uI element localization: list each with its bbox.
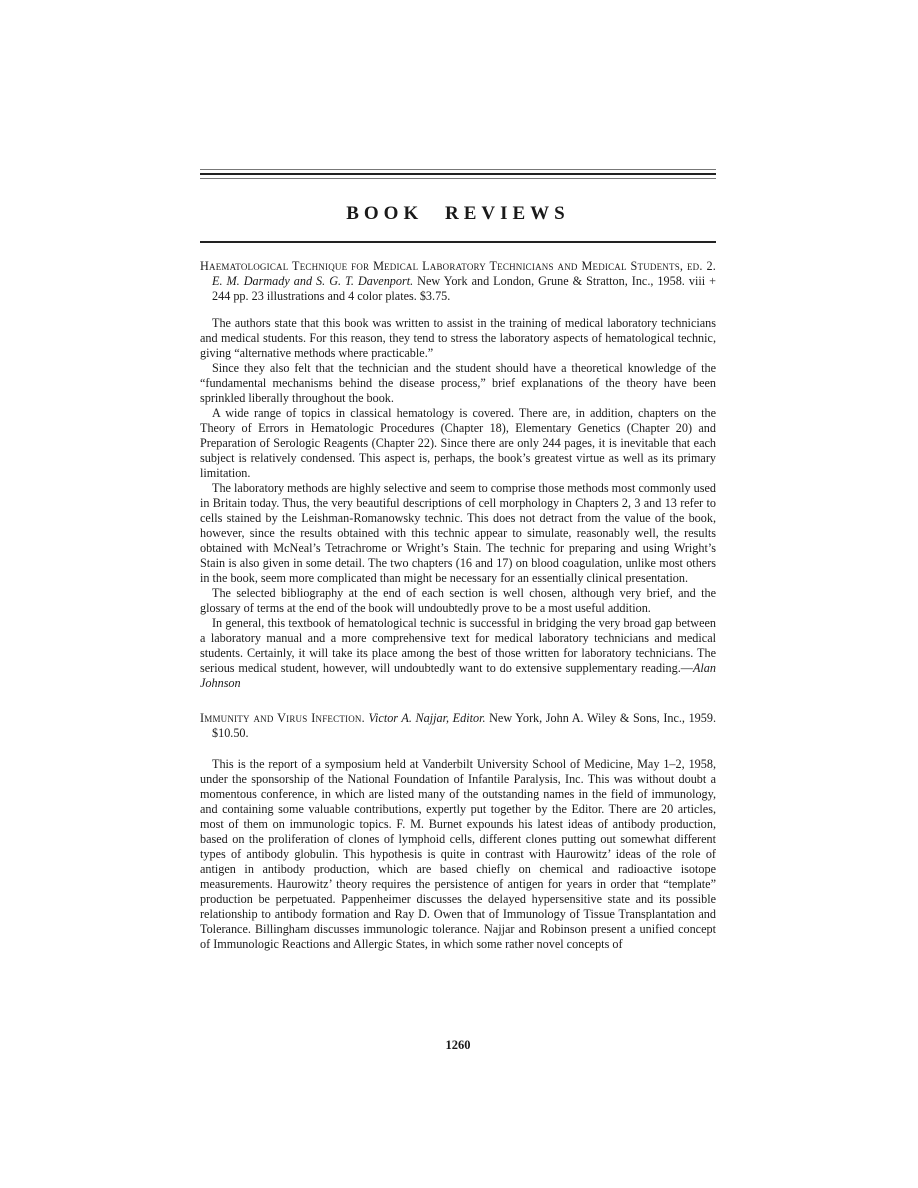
divider [200, 169, 716, 170]
review-citation [200, 259, 716, 304]
section-title: BOOK REVIEWS [346, 203, 570, 224]
review-body [200, 316, 716, 691]
review-citation [200, 711, 716, 741]
paragraph-text: In general, this textbook of hematological technic is successful in bridging the very broad gap between a laboratory manual and a more comprehensive text for medical laboratory technicians and medical students. Certainly, it will take its place among the best of those written for laboratory technicians. The serious medical student, however, will undoubtedly want to do extensive supplementary reading.— [200, 616, 716, 676]
review-paragraph: Since they also felt that the technician and the student should have a theoretical knowledge of the “fundamental mechanisms behind the disease process,” brief explanations of the theory have been sprinkled liberally throughout the book. [200, 361, 716, 406]
review-body [200, 757, 716, 952]
review-paragraph: The authors state that this book was written to assist in the training of medical laboratory technicians and medical students. For this reason, they tend to stress the laboratory aspects of hematological technic, giving “alternative methods where practicable.” [200, 316, 716, 361]
book-authors: E. M. Darmady and S. G. T. Davenport. [212, 274, 414, 288]
book-authors: Victor A. Najjar, Editor. [368, 711, 486, 726]
divider [200, 178, 716, 179]
review-paragraph: The selected bibliography at the end of each section is well chosen, although very brief, and the glossary of terms at the end of the book will undoubtedly prove to be a most useful addition. [200, 586, 716, 616]
book-publication: New York, John A. Wiley & Sons, Inc., 1959. $10.50. [212, 711, 717, 741]
book-title: Immunity and Virus Infection. [200, 711, 365, 726]
review-paragraph-final [200, 616, 716, 691]
page-number: 1260 [445, 1038, 471, 1052]
divider [200, 241, 716, 243]
header-rules [200, 169, 716, 179]
book-title: Haematological Technique for Medical Laboratory Technicians and Medical Students, ed. 2. [200, 259, 716, 273]
reviewer-signature: Alan Johnson [200, 661, 716, 691]
book-publication: New York and London, Grune & Stratton, Inc., 1958. viii + 244 pp. 23 illustrations and 4 color plates. $3.75. [212, 274, 716, 303]
journal-page [200, 165, 717, 1052]
review-2 [200, 711, 716, 952]
review-paragraph: A wide range of topics in classical hematology is covered. There are, in addition, chapters on the Theory of Errors in Hematologic Procedures (Chapter 18), Elementary Genetics (Chapter 20) and Preparation of Serologic Reagents (Chapter 22). Since there are only 244 pages, it is inevitable that each subject is relatively condensed. This aspect is, perhaps, the book’s greatest virtue as well as its primary limitation. [200, 406, 716, 481]
review-paragraph: This is the report of a symposium held at Vanderbilt University School of Medicine, May 1–2, 1958, under the sponsorship of the National Foundation of Infantile Paralysis, Inc. This was without doubt a momentous conference, in which are listed many of the outstanding names in the field of immunology, and containing some valuable contributions, expertly put together by the Editor. There are 20 articles, most of them on immunologic topics. F. M. Burnet expounds his latest ideas of antibody production, based on the proliferation of clones of lymphoid cells, different clones putting out somewhat different types of antibody globulin. This hypothesis is quite in contrast with Haurowitz’ ideas of the role of antigen in antibody production, which are based chiefly on chemical and radioactive isotope measurements. Haurowitz’ theory requires the persistence of antigen for years in order that “template” production be perpetuated. Pappenheimer discusses the delayed hypersensitive state and its possible relationship to antibody formation and Ray D. Owen that of Immunology of Tissue Transplantation and Tolerance. Billingham discusses immunologic tolerance. Najjar and Robinson present a unified concept of Immunologic Reactions and Allergic States, in which some rather novel concepts of [200, 757, 716, 952]
divider [200, 173, 716, 175]
review-paragraph: The laboratory methods are highly selective and seem to comprise those methods most commonly used in Britain today. Thus, the very beautiful descriptions of cell morphology in Chapters 2, 3 and 13 refer to cells stained by the Leishman-Romanowsky technic. This does not detract from the value of the book, however, since the results obtained with this technic appear to simulate, reasonably well, the results obtained with McNeal’s Tetrachrome or Wright’s Stain. The technic for preparing and using Wright’s Stain is also given in some detail. The two chapters (16 and 17) on blood coagulation, unlike most others in the book, seem more complicated than might be necessary for an essentially clinical presentation. [200, 481, 716, 586]
review-1 [200, 259, 716, 691]
